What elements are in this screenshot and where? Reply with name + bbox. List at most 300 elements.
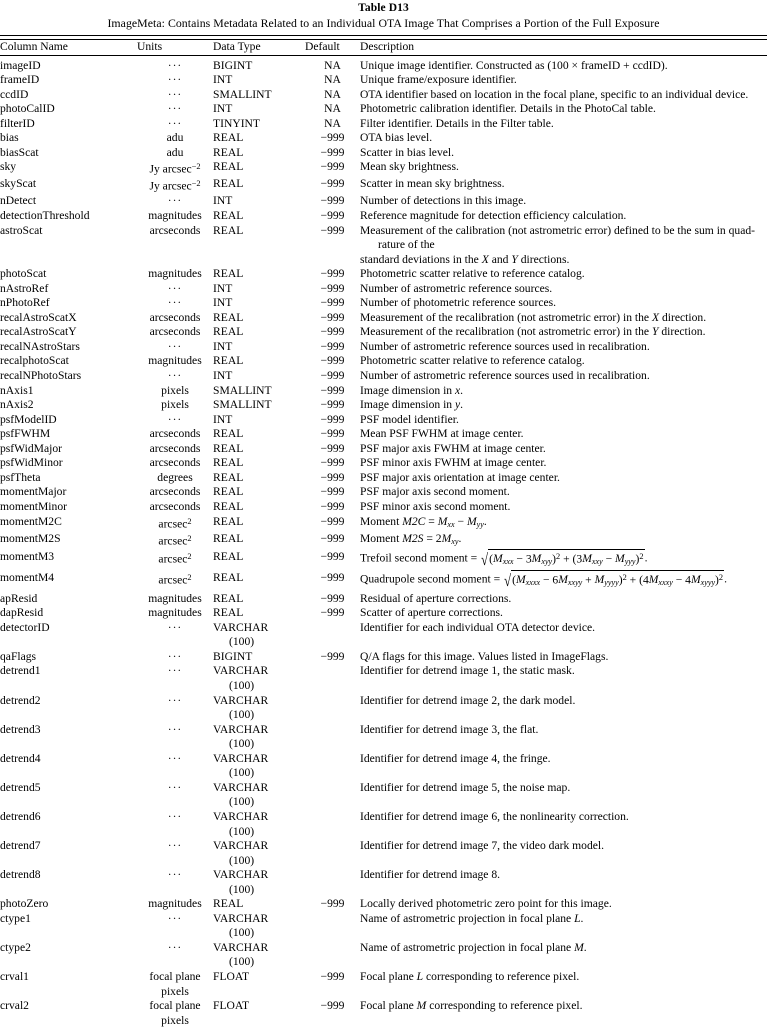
header-column-name: Column Name [0, 40, 68, 53]
cell-description: PSF major axis second moment. [360, 485, 510, 499]
math-term: $M_{yy}$ [466, 514, 484, 529]
desc-part: Measurement of the recalibration (not astrometric error) in the [360, 310, 650, 324]
cell-data-type: REAL [213, 267, 244, 281]
cell-default: −999 [320, 194, 345, 208]
cell-data-type [213, 664, 305, 693]
cell-default: −999 [320, 427, 345, 441]
cell-column-name: momentM2C [0, 514, 62, 528]
units-exponent: −2 [191, 162, 201, 172]
cell-column-name: photoZero [0, 897, 49, 911]
type-size: (100) [229, 795, 255, 809]
cell-units: arcseconds [149, 310, 201, 324]
cell-units: ··· [167, 664, 183, 678]
cell-column-name: crval1 [0, 969, 29, 983]
cell-units: ··· [167, 911, 183, 925]
type-text: VARCHAR [213, 780, 269, 794]
cell-description: Image dimension in y. [360, 398, 464, 412]
math-var-x: X [481, 252, 489, 266]
cell-column-name: qaFlags [0, 649, 37, 663]
table-row [0, 442, 767, 457]
cell-default: NA [324, 58, 341, 72]
cell-description: Identifier for detrend image 4, the fringe. [360, 751, 551, 765]
table-row [0, 194, 767, 209]
cell-description: Number of astrometric reference sources used in recalibration. [360, 339, 650, 353]
cell-data-type: REAL [213, 570, 244, 584]
cell-description: PSF major axis orientation at image center. [360, 470, 560, 484]
type-text: VARCHAR [213, 693, 269, 707]
cell-default [305, 621, 360, 650]
cell-data-type: REAL [213, 470, 244, 484]
table-row [0, 752, 767, 781]
cell-units: ··· [167, 194, 183, 208]
type-text: VARCHAR [213, 839, 269, 853]
type-size: (100) [229, 926, 255, 940]
cell-units [137, 571, 213, 592]
cell-default: −999 [320, 223, 345, 237]
cell-description [360, 224, 767, 268]
table-row [0, 723, 767, 752]
cell-default: −999 [320, 398, 345, 412]
type-size: (100) [229, 737, 255, 751]
cell-units: arcseconds [149, 456, 201, 470]
cell-data-type: FLOAT [213, 969, 250, 983]
math-var-l: L [574, 911, 581, 925]
cell-data-type: TINYINT [213, 116, 261, 130]
cell-description: Identifier for each individual OTA detector device. [360, 620, 596, 634]
cell-units: ··· [167, 839, 183, 853]
desc-part: Moment [360, 514, 400, 528]
table-row [0, 999, 767, 1028]
table-row [0, 606, 767, 621]
cell-description: Photometric scatter relative to reference catalog. [360, 354, 585, 368]
table-caption [0, 0, 767, 31]
cell-description: Number of astrometric reference sources used in recalibration. [360, 369, 650, 383]
cell-default: −999 [320, 441, 345, 455]
cell-units [137, 177, 213, 194]
cell-units: arcseconds [149, 485, 201, 499]
cell-column-name: biasScat [0, 145, 39, 159]
desc-part: Moment [360, 532, 400, 546]
cell-column-name: psfModelID [0, 412, 57, 426]
desc-part: standard deviations in the [360, 252, 479, 266]
table-row [0, 868, 767, 897]
desc-part: and [491, 252, 509, 266]
cell-data-type [213, 868, 305, 897]
table-row [0, 427, 767, 442]
type-size: (100) [229, 853, 255, 867]
desc-part: Trefoil second moment = [360, 551, 478, 565]
cell-data-type: REAL [213, 427, 244, 441]
cell-units: magnitudes [148, 591, 202, 605]
cell-data-type: REAL [213, 325, 244, 339]
type-text: VARCHAR [213, 809, 269, 823]
table-row [0, 267, 767, 282]
cell-column-name: recalNPhotoStars [0, 369, 82, 383]
desc-part: Image dimension in [360, 398, 453, 412]
math-var-y: Y [652, 325, 659, 339]
cell-units: ··· [167, 87, 183, 101]
table-row [0, 621, 767, 650]
cell-description: Number of photometric reference sources. [360, 296, 557, 310]
cell-default: −999 [320, 456, 345, 470]
imagemeta-table [0, 40, 767, 55]
table-row [0, 485, 767, 500]
type-text: VARCHAR [213, 868, 269, 882]
cell-default [305, 810, 360, 839]
table-row [0, 282, 767, 297]
cell-description: Moment $M2S = 2M_{xy}$. [360, 532, 462, 547]
cell-default: −999 [320, 310, 345, 324]
type-size: (100) [229, 766, 255, 780]
cell-default: NA [324, 102, 341, 116]
desc-part: Name of astrometric projection in focal plane [360, 940, 572, 954]
sqrt-expression [503, 571, 724, 592]
cell-default [305, 723, 360, 752]
cell-default: −999 [320, 549, 345, 563]
cell-units: ··· [167, 620, 183, 634]
cell-description [360, 325, 767, 340]
table-row [0, 550, 767, 571]
cell-units: ··· [167, 281, 183, 295]
table-row [0, 131, 767, 146]
cell-column-name: detrend3 [0, 722, 41, 736]
cell-column-name: psfTheta [0, 470, 41, 484]
cell-data-type: REAL [213, 485, 244, 499]
cell-column-name: momentMinor [0, 499, 67, 513]
units-exponent: 2 [187, 534, 192, 544]
cell-data-type: REAL [213, 310, 244, 324]
cell-column-name: momentM2S [0, 532, 61, 546]
cell-data-type [213, 810, 305, 839]
cell-description: Moment $M2C = M_{xx} - M_{yy}$. [360, 514, 487, 529]
table-row [0, 88, 767, 103]
cell-data-type: REAL [213, 591, 244, 605]
cell-default: −999 [320, 131, 345, 145]
table-row [0, 912, 767, 941]
cell-description: Number of astrometric reference sources. [360, 281, 553, 295]
units-exponent: 2 [187, 572, 192, 582]
cell-column-name: detrend8 [0, 868, 41, 882]
cell-description [360, 970, 767, 999]
desc-line: rature of the [378, 238, 435, 252]
cell-units: ··· [167, 412, 183, 426]
cell-default: NA [324, 73, 341, 87]
cell-description: Photometric calibration identifier. Details in the PhotoCal table. [360, 102, 656, 116]
math-term: $M_{xx}$ [437, 514, 455, 529]
cell-units: ··· [167, 809, 183, 823]
table-row [0, 296, 767, 311]
cell-column-name: photoScat [0, 267, 47, 281]
cell-column-name: nAxis1 [0, 383, 34, 397]
cell-units: ··· [167, 751, 183, 765]
cell-column-name: detrend2 [0, 693, 41, 707]
cell-description: PSF major axis FWHM at image center. [360, 441, 546, 455]
table-row [0, 694, 767, 723]
cell-column-name: detrend5 [0, 780, 41, 794]
cell-column-name: nDetect [0, 194, 37, 208]
table-row [0, 781, 767, 810]
cell-units: pixels [161, 398, 189, 412]
cell-units [137, 515, 213, 533]
type-size: (100) [229, 679, 255, 693]
cell-description: OTA bias level. [360, 131, 433, 145]
cell-description: Identifier for detrend image 1, the static mask. [360, 664, 575, 678]
table-row [0, 471, 767, 486]
table-row [0, 839, 767, 868]
cell-default: −999 [320, 296, 345, 310]
cell-default: −999 [320, 339, 345, 353]
cell-default: −999 [320, 281, 345, 295]
type-text: VARCHAR [213, 911, 269, 925]
cell-column-name: detectorID [0, 620, 50, 634]
cell-description: Mean sky brightness. [360, 160, 459, 174]
cell-default: −999 [320, 160, 345, 174]
cell-default: NA [324, 87, 341, 101]
table-row [0, 369, 767, 384]
cell-default: −999 [320, 383, 345, 397]
cell-default: −999 [320, 145, 345, 159]
cell-data-type: INT [213, 339, 233, 353]
cell-column-name: psfWidMinor [0, 456, 63, 470]
cell-units: focal plane pixels [149, 969, 201, 998]
cell-data-type: INT [213, 194, 233, 208]
cell-description: OTA identifier based on location in the focal plane, specific to an individual device. [360, 87, 749, 101]
cell-units: pixels [161, 383, 189, 397]
type-text: VARCHAR [213, 722, 269, 736]
type-size: (100) [229, 635, 255, 649]
desc-part: Unique image identifier. Constructed as (100 [360, 58, 569, 72]
desc-part: frameID + ccdID). [580, 58, 668, 72]
table-row [0, 398, 767, 413]
cell-units: ··· [167, 116, 183, 130]
cell-default: −999 [320, 514, 345, 528]
cell-description: Name of astrometric projection in focal plane L. [360, 911, 584, 925]
cell-data-type: REAL [213, 514, 244, 528]
table-row [0, 897, 767, 912]
cell-description: Scatter in bias level. [360, 145, 455, 159]
cell-default: −999 [320, 470, 345, 484]
table-row [0, 592, 767, 607]
cell-default: −999 [320, 897, 345, 911]
cell-description: Identifier for detrend image 2, the dark model. [360, 693, 576, 707]
cell-units: arcseconds [149, 325, 201, 339]
type-text: VARCHAR [213, 620, 269, 634]
desc-part: Measurement of the recalibration (not astrometric error) in the [360, 325, 650, 339]
cell-description: Q/A flags for this image. Values listed in ImageFlags. [360, 649, 609, 663]
cell-default [305, 912, 360, 941]
cell-units: adu [166, 131, 184, 145]
cell-column-name: recalNAstroStars [0, 339, 80, 353]
cell-column-name: skyScat [0, 177, 37, 191]
cell-units: ··· [167, 649, 183, 663]
cell-data-type: SMALLINT [213, 398, 272, 412]
cell-data-type: FLOAT [213, 999, 250, 1013]
type-size: (100) [229, 708, 255, 722]
math-var-m: M [416, 999, 427, 1013]
cell-description: PSF minor axis second moment. [360, 499, 511, 513]
cell-units: degrees [157, 470, 193, 484]
cell-description: Identifier for detrend image 5, the noise map. [360, 780, 571, 794]
cell-description: Name of astrometric projection in focal plane M. [360, 940, 587, 954]
radicand: $(M_{xxx} - 3M_{xyy})^2 + (3M_{xxy} - M_{yyy})^2$ [488, 549, 644, 570]
cell-description: Number of detections in this image. [360, 194, 527, 208]
cell-description: Scatter of aperture corrections. [360, 606, 503, 620]
cell-default: −999 [320, 499, 345, 513]
cell-units: magnitudes [148, 606, 202, 620]
cell-data-type: REAL [213, 209, 244, 223]
table-title: ImageMeta: Contains Metadata Related to an Individual OTA Image That Comprises a Portion of the Full Exposure [107, 16, 660, 30]
math-var-y: y [455, 398, 461, 412]
cell-column-name: recalphotoScat [0, 354, 69, 368]
desc-part: Image dimension in [360, 383, 453, 397]
cell-column-name: dapResid [0, 606, 44, 620]
table-row [0, 650, 767, 665]
units-text: Jy arcsec [149, 162, 192, 176]
cell-data-type: INT [213, 73, 233, 87]
cell-data-type: SMALLINT [213, 383, 272, 397]
cell-description [360, 311, 767, 326]
cell-data-type: REAL [213, 223, 244, 237]
cell-column-name: nAstroRef [0, 281, 49, 295]
radical-sign: √ [481, 550, 489, 570]
math-symbol: M2S [402, 532, 424, 546]
header-bottom-rule [0, 55, 767, 56]
cell-description: Scatter in mean sky brightness. [360, 177, 505, 191]
cell-units: arcseconds [149, 223, 201, 237]
table-row [0, 160, 767, 177]
desc-part: corresponding to reference pixel. [426, 969, 580, 983]
units-exponent: −2 [191, 179, 201, 189]
cell-data-type [213, 912, 305, 941]
cell-description: Unique image identifier. Constructed as (100 × frameID + ccdID). [360, 58, 668, 72]
type-size: (100) [229, 824, 255, 838]
units-text: arcsec [158, 534, 188, 548]
cell-units [137, 532, 213, 550]
cell-description [360, 999, 767, 1028]
cell-data-type: REAL [213, 354, 244, 368]
cell-default [305, 694, 360, 723]
cell-description: Trefoil second moment = $√(M_{xxx} - 3M_{xyy})^2 + (3M_{xxy} - M_{yyy})^2$. [360, 550, 648, 570]
cell-column-name: momentM4 [0, 570, 55, 584]
cell-units: magnitudes [148, 354, 202, 368]
cell-units: arcseconds [149, 441, 201, 455]
type-size: (100) [229, 882, 255, 896]
type-text: VARCHAR [213, 751, 269, 765]
cell-units: arcseconds [149, 499, 201, 513]
desc-part: Focal plane [360, 969, 414, 983]
math-term: $M_{xy}$ [441, 532, 459, 547]
cell-units: ··· [167, 722, 183, 736]
cell-units: magnitudes [148, 897, 202, 911]
cell-column-name: nAxis2 [0, 398, 34, 412]
cell-data-type: REAL [213, 160, 244, 174]
cell-description: Identifier for detrend image 6, the nonlinearity correction. [360, 809, 629, 823]
cell-data-type: REAL [213, 131, 244, 145]
cell-description: Locally derived photometric zero point for this image. [360, 897, 612, 911]
cell-units: magnitudes [148, 209, 202, 223]
cell-data-type: REAL [213, 499, 244, 513]
units-text: Jy arcsec [149, 179, 192, 193]
cell-column-name: psfFWHM [0, 427, 51, 441]
cell-data-type: REAL [213, 897, 244, 911]
table-header [0, 40, 767, 55]
cell-data-type: INT [213, 281, 233, 295]
cell-column-name: psfWidMajor [0, 441, 62, 455]
cell-data-type: SMALLINT [213, 87, 272, 101]
cell-column-name: detrend7 [0, 839, 41, 853]
cell-default: −999 [320, 412, 345, 426]
cell-default [305, 752, 360, 781]
cell-units [137, 160, 213, 177]
cell-units: ··· [167, 369, 183, 383]
cell-description: Image dimension in x. [360, 383, 464, 397]
cell-data-type: REAL [213, 549, 244, 563]
table-row [0, 325, 767, 340]
cell-default: −999 [320, 591, 345, 605]
cell-column-name: frameID [0, 73, 40, 87]
cell-default: −999 [320, 325, 345, 339]
cell-description: Quadrupole second moment = $√(M_{xxxx} - 6M_{xxyy} + M_{yyyy})^2 + (4M_{xxxy} - 4M_{xyyy})^2$. [360, 571, 727, 591]
cell-data-type [213, 839, 305, 868]
radicand: $(M_{xxxx} - 6M_{xxyy} + M_{yyyy})^2 + (4M_{xxxy} - 4M_{xyyy})^2$ [511, 570, 724, 591]
table-row [0, 224, 767, 268]
math-var-l: L [416, 969, 424, 983]
table-row [0, 941, 767, 970]
cell-default [305, 781, 360, 810]
table-row [0, 354, 767, 369]
table-row [0, 515, 767, 533]
units-text: arcsec [158, 517, 188, 530]
cell-data-type: INT [213, 102, 233, 116]
cell-description: Residual of aperture corrections. [360, 591, 512, 605]
desc-part: Quadrupole second moment = [360, 572, 501, 586]
table-row [0, 59, 767, 74]
table-row [0, 117, 767, 132]
cell-default: −999 [320, 649, 345, 663]
cell-units: ··· [167, 296, 183, 310]
cell-units: ··· [167, 693, 183, 707]
table-row [0, 456, 767, 471]
table-row [0, 177, 767, 194]
table-row [0, 500, 767, 515]
cell-column-name: momentM3 [0, 549, 55, 563]
cell-data-type [213, 621, 305, 650]
cell-default [305, 941, 360, 970]
cell-default: −999 [320, 267, 345, 281]
cell-description: Unique frame/exposure identifier. [360, 73, 517, 87]
cell-units: ··· [167, 780, 183, 794]
math-var-y: Y [511, 252, 518, 266]
cell-data-type: REAL [213, 532, 244, 546]
cell-description: PSF model identifier. [360, 412, 459, 426]
cell-description: Identifier for detrend image 3, the flat. [360, 722, 539, 736]
cell-column-name: crval2 [0, 999, 29, 1013]
cell-default: −999 [320, 532, 345, 546]
desc-part: Name of astrometric projection in focal plane [360, 911, 572, 925]
imagemeta-body [0, 59, 767, 1028]
table-row [0, 311, 767, 326]
radical-sign: √ [504, 571, 512, 591]
math-symbol: M2C [402, 514, 426, 528]
cell-description: Photometric scatter relative to reference catalog. [360, 267, 585, 281]
cell-column-name: apResid [0, 591, 38, 605]
cell-units: focal plane pixels [149, 999, 201, 1027]
cell-default: −999 [320, 209, 345, 223]
cell-units: ··· [167, 339, 183, 353]
cell-description: Identifier for detrend image 7, the video dark model. [360, 839, 605, 853]
cell-units: ··· [167, 868, 183, 882]
cell-column-name: sky [0, 160, 17, 174]
